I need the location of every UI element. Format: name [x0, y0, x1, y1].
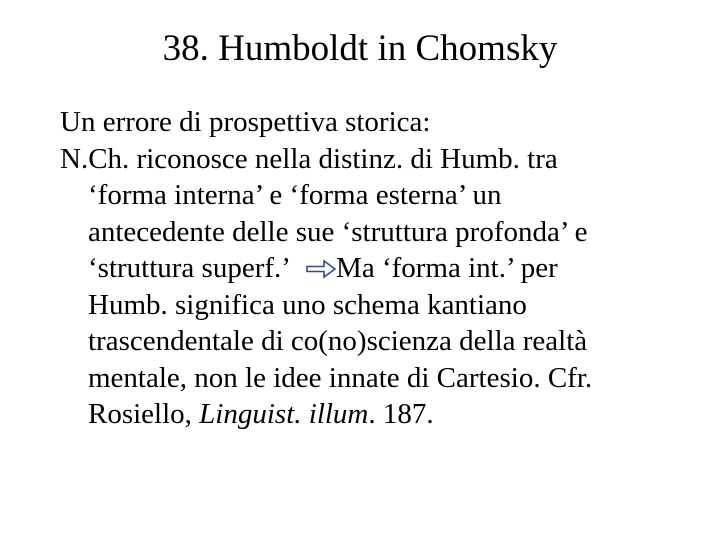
paragraph-line-7: mentale, non le idee innate di Cartesio. Cfr.	[88, 361, 593, 394]
citation-line	[60, 396, 700, 433]
slide-body	[60, 104, 700, 433]
intro-line: Un errore di prospettiva storica:	[60, 106, 431, 138]
citation-tail: . 187.	[368, 398, 434, 430]
paragraph-line-6: trascendentale di co(no)scienza della realtà	[88, 325, 588, 357]
paragraph-line-2: ‘forma interna’ e ‘forma esterna’ un	[88, 179, 502, 211]
paragraph-line-3: antecedente delle sue ‘struttura profonda’ e	[88, 215, 588, 248]
paragraph-line-4	[60, 250, 700, 287]
arrow-line-after: Ma ‘forma int.’ per	[336, 252, 558, 284]
arrow-line-before: ‘struttura superf.’	[88, 252, 297, 284]
right-arrow-icon	[306, 259, 336, 279]
citation-work-part-1: Linguist.	[199, 398, 302, 430]
paragraph-line-1: N.Ch. riconosce nella distinz. di Humb. tra	[60, 142, 558, 175]
slide-title: 38. Humboldt in Chomsky	[162, 28, 558, 69]
citation-work-part-2: illum	[308, 398, 369, 430]
citation-author: Rosiello,	[88, 398, 200, 430]
paragraph-line-5: Humb. significa uno schema kantiano	[88, 288, 527, 321]
